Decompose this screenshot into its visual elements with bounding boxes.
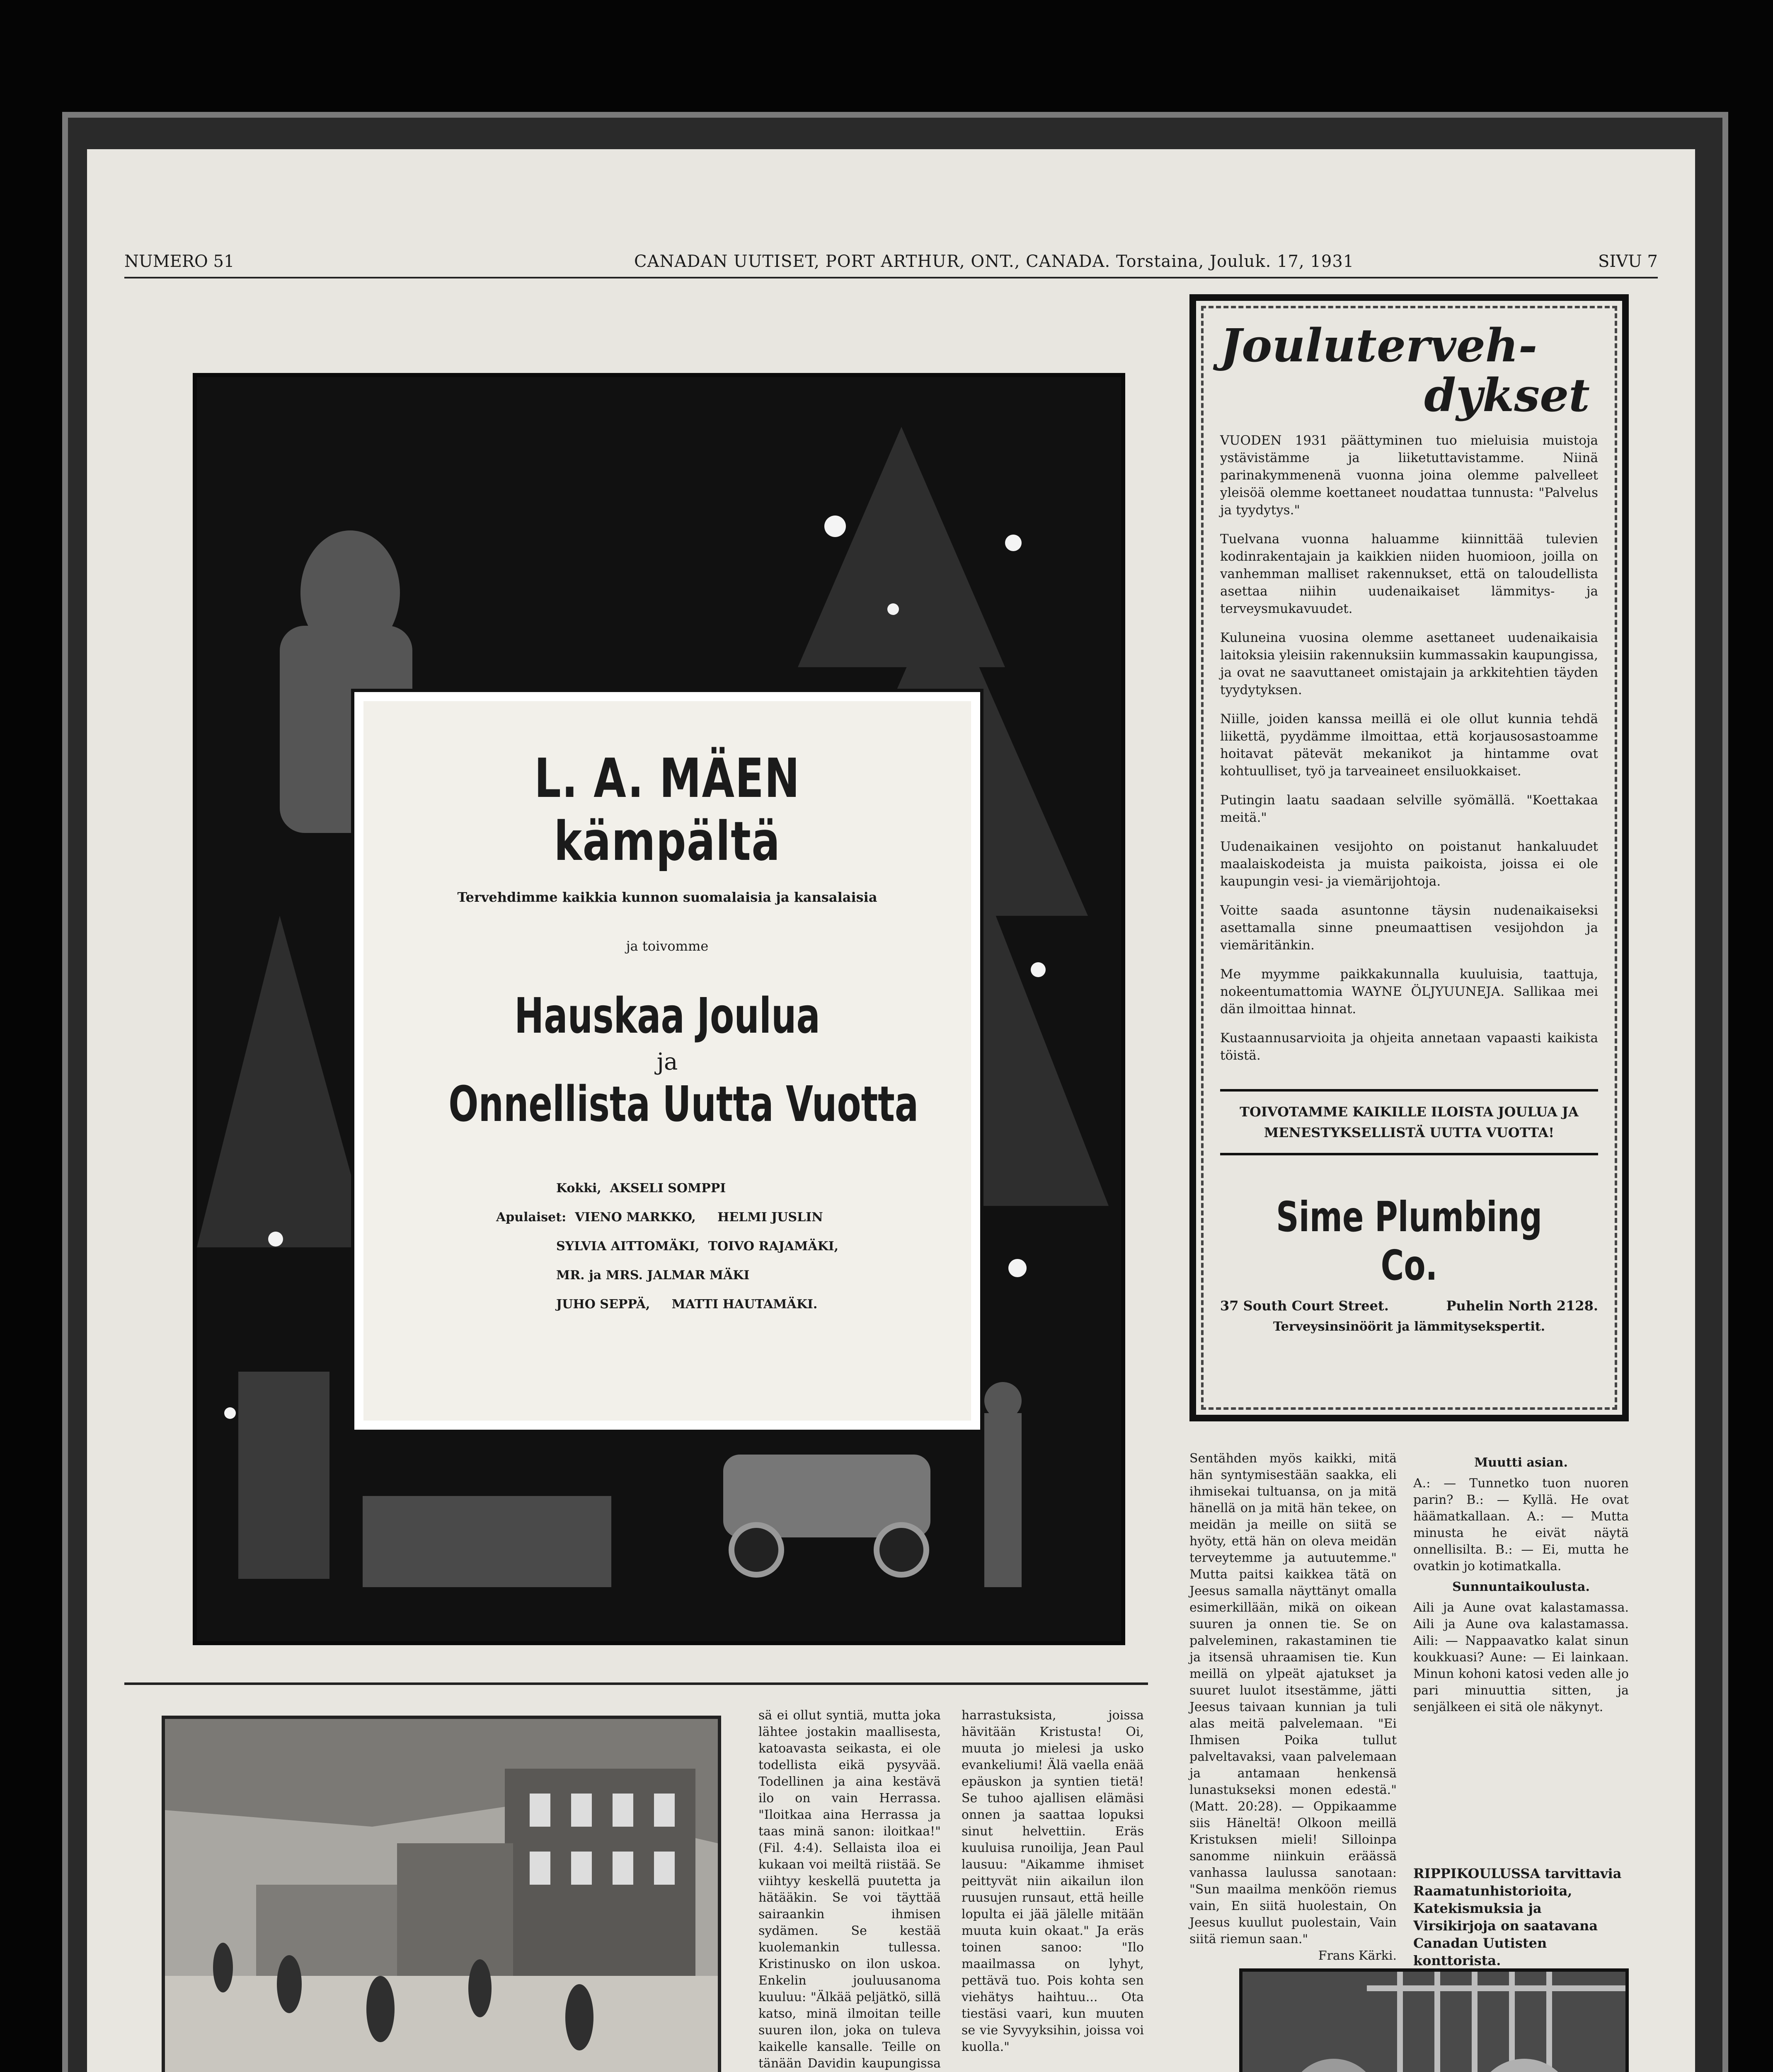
article-column: Sentähden myös kaikki, mitä hän syntymisestään saakka, eli ihmisekai tultuansa, on ja mitä hänellä on ja mitä hän tekee, on meidän ja meille on siitä se hyöty, että hän on oleva meidän terveytemme ja autuutemme." Mutta paitsi kaikkea tätä on Jeesus samalla näyttänyt omalla esimerkillään, mikä on oikean suuren ja onnen tie. Se on palveleminen, rakastaminen tie ja itsensä uhraamisen tie. Kun meillä on ylpeät ajatukset ja suuret luulot itsestämme, jätti Jeesus taivaan kunnian ja tuli alas meitä palvelemaan. "Ei Ihmisen Poika tullut palveltavaksi, vaan palvelemaan ja antamaan henkensä lunastukseksi monen edestä." (Matt. 20:28). — Oppikaamme siis Häneltä! Olkoon meillä Kristuksen mieli! Silloinpa sanomme niinkuin eräässä vanhassa laulussa sanotaan: "Sun maailma menköön riemus vain, En siitä huolestain, On Jeesus kuullut puolestain, Vain siitä riemun saan." Frans Kärki.: [1189, 1450, 1397, 1964]
jokes-column: Muutti asian. A.: — Tunnetko tuon nuoren parin? B.: — Kyllä. He ovat häämatkallaan. A.: — Mutta minusta he eivät näytä onnellisilta. B.: — Ei, mutta he ovatkin jo kotimatkalla. Sunnuntaikoulusta. Aili ja Aune ovat kalastamassa. Aili ja Aune ova kalastamassa. Aili: — Nappaavatko kalat sinun koukkuasi? Aune: — Ei lainkaan. Minun kohoni katosi veden alle jo pari minuuttia sitten, ja senjälkeen ei sitä ole näkynyt.: [1413, 1455, 1629, 1714]
ad-title: L. A. MÄEN kämpältä: [534, 747, 800, 873]
sime-paragraph: Tuelvana vuonna haluamme kiinnittää tulevien kodinrakentajain ja kaikkien niiden huomioon, joilla on vanhemman malliset rakennukset, että on taloudellista asettaa niihin uudenaikaiset lämmitys- ja terveysmukavuudet.: [1220, 532, 1598, 616]
ad-merry-christmas: Hauskaa Joulua: [514, 987, 820, 1044]
sime-firm-name: Sime Plumbing Co.: [1276, 1193, 1542, 1290]
section-divider: [124, 1682, 1148, 1685]
sime-subtitle: Terveysinsinöörit ja lämmitysekspertit.: [1273, 1319, 1545, 1334]
article-column: harrastuksista, joissa hävitään Kristusta! Oi, muuta jo mielesi ja usko evankeliumi! Älä vaella enää epäuskon ja syntien tietä! Se tuhoo ajallisen elämäsi onnen ja saattaa lopuksi sinut helvettiin. Eräs kuuluisa runoilija, Jean Paul lausuu: "Aikamme ihmiset peittyvät niin aikailun ilon ruusujen runsaut, että heille lopulta ei jää jälelle mitään muuta kuin okaat." Ja eräs toinen sanoo: "Ilo maailmassa on lyhyt, pettävä tuo. Pois kohta sen viehätys haihtuu... Ota tiestäsi vaari, kun muuten se vie Syvyyksihin, joissa voi kuolla.": [962, 1708, 1144, 2054]
mukden-photo: [162, 1716, 721, 2072]
ad-happy-new-year: Onnellista Uutta Vuotta: [448, 1075, 919, 1133]
issue-number: NUMERO 51: [124, 252, 235, 271]
ad-helpers-label: Apulaiset:: [496, 1210, 567, 1225]
sime-paragraph: Uudenaikainen vesijohto on poistanut hankaluudet maalaiskodeista ja muista paikoista, joissa ei ole kaupungin vesi- ja viemärijohtoja.: [1220, 839, 1598, 889]
ad-helpers-row: VIENO MARKKO, HELMI JUSLIN: [575, 1210, 823, 1225]
sime-address: 37 South Court Street.: [1220, 1298, 1389, 1314]
page-number: SIVU 7: [1598, 252, 1658, 271]
newspaper-page: [87, 149, 1695, 2072]
article-column: sä ei ollut syntiä, mutta joka lähtee jostakin maallisesta, katoavasta seikasta, ei ole todellista eikä pysyvää. Todellinen ja aina kestävä ilo on vain Herrassa. "Iloitkaa aina Herrassa ja taas minä sanon: iloitkaa!" (Fil. 4:4). Sellaista iloa ei kukaan voi meiltä riistää. Se viihtyy keskellä puutetta ja hätääkin. Se voi täyttää sairaankin ihmisen sydämen. Se kestää kuolemankin tullessa. Kristinusko on ilon uskoa. Enkelin jouluusanoma kuuluu: "Älkää peljätkö, sillä katso, minä ilmoitan teille suuren ilon, joka on tuleva kaikelle kansalle. Teille on tänään Davidin kaupungissa: [758, 1708, 941, 2071]
ad-and-wish: ja toivomme: [626, 938, 709, 954]
joke-heading: Muutti asian.: [1474, 1455, 1568, 1470]
ad-helpers-row: MR. ja MRS. JALMAR MÄKI: [556, 1268, 750, 1283]
rippikoulu-notice: RIPPIKOULUSSA tarvittavia Raamatunhistorioita, Katekismuksia ja Virsikirjoja on saatavana Canadan Uutisten konttorista.: [1413, 1865, 1629, 1975]
sime-paragraph: Kuluneina vuosina olemme asettaneet uudenaikaisia laitoksia yleisiin rakennuksiin kummassakin kaupungissa, ja ovat ne saavuttaneet omistajain ja arkkitehtien täyden tyydytyksen.: [1220, 630, 1598, 697]
paper-name: CANADAN UUTISET, PORT ARTHUR, ONT., CANADA.: [634, 252, 1111, 271]
christmas-ad: [193, 373, 1125, 1645]
sime-paragraph: Me myymme paikkakunnalla kuuluisia, taattuja, nokeentumattomia WAYNE ÖLJYUUNEJA. Sallikaa mei dän ilmoittaa hinnat.: [1220, 967, 1598, 1017]
ad-ja: ja: [656, 1048, 678, 1075]
sime-paragraph: Niille, joiden kanssa meillä ei ole ollut kunnia tehdä liikettä, pyydämme ilmoittaa, että korjausosastoamme hoitavat pätevät mekanikot ja hintamme ovat kohtuulliset, työ ja tarveaineet ensiluokkaiset.: [1220, 712, 1598, 779]
mukden-photo-image: [165, 1719, 718, 2072]
sime-paragraph: Kustaannusarvioita ja ohjeita annetaan vapaasti kaikista töistä.: [1220, 1031, 1598, 1063]
sime-paragraph: VUODEN 1931 päättyminen tuo mieluisia muistoja ystävistämme ja liiketuttavistamme. Niinä parinakymmenenä vuonna joina olemme palvelleet yleisöä olemme koettaneet noudattaa tunnusta: "Palvelus ja tyydytys.": [1220, 433, 1598, 518]
children-photo-image: [1243, 1972, 1625, 2072]
ad-cook: Kokki, AKSELI SOMPPI: [556, 1181, 726, 1196]
sime-plumbing-ad: [1189, 294, 1629, 1421]
children-photo: [1239, 1968, 1629, 2072]
sime-paragraph: Voitte saada asuntonne täysin nudenaikaiseksi asettamalla sinne pneumaattisen vesijohdon ja viemäritänkin.: [1220, 903, 1598, 953]
sime-wish: TOIVOTAMME KAIKILLE ILOISTA JOULUA JA MENESTYKSELLISTÄ UUTTA VUOTTA!: [1220, 1089, 1598, 1155]
ad-credits: [363, 1174, 971, 1319]
sime-paragraph: Putingin laatu saadaan selville syömällä. "Koettakaa meitä.": [1220, 793, 1598, 825]
joke-heading: Sunnuntaikoulusta.: [1452, 1580, 1590, 1594]
sime-heading: Jouluterveh- dykset: [1220, 319, 1590, 422]
masthead: [124, 252, 1658, 278]
issue-date: Torstaina, Jouluk. 17, 1931: [1116, 252, 1354, 271]
article-signature: Frans Kärki.: [1318, 1949, 1397, 1963]
ad-helpers-row: SYLVIA AITTOMÄKI, TOIVO RAJAMÄKI,: [556, 1239, 839, 1254]
ad-helpers-row: JUHO SEPPÄ, MATTI HAUTAMÄKI.: [556, 1297, 818, 1312]
ad-message-card: [354, 692, 980, 1430]
sime-phone: Puhelin North 2128.: [1446, 1298, 1598, 1314]
ad-greeting: Tervehdimme kaikkia kunnon suomalaisia ja kansalaisia: [457, 889, 877, 905]
